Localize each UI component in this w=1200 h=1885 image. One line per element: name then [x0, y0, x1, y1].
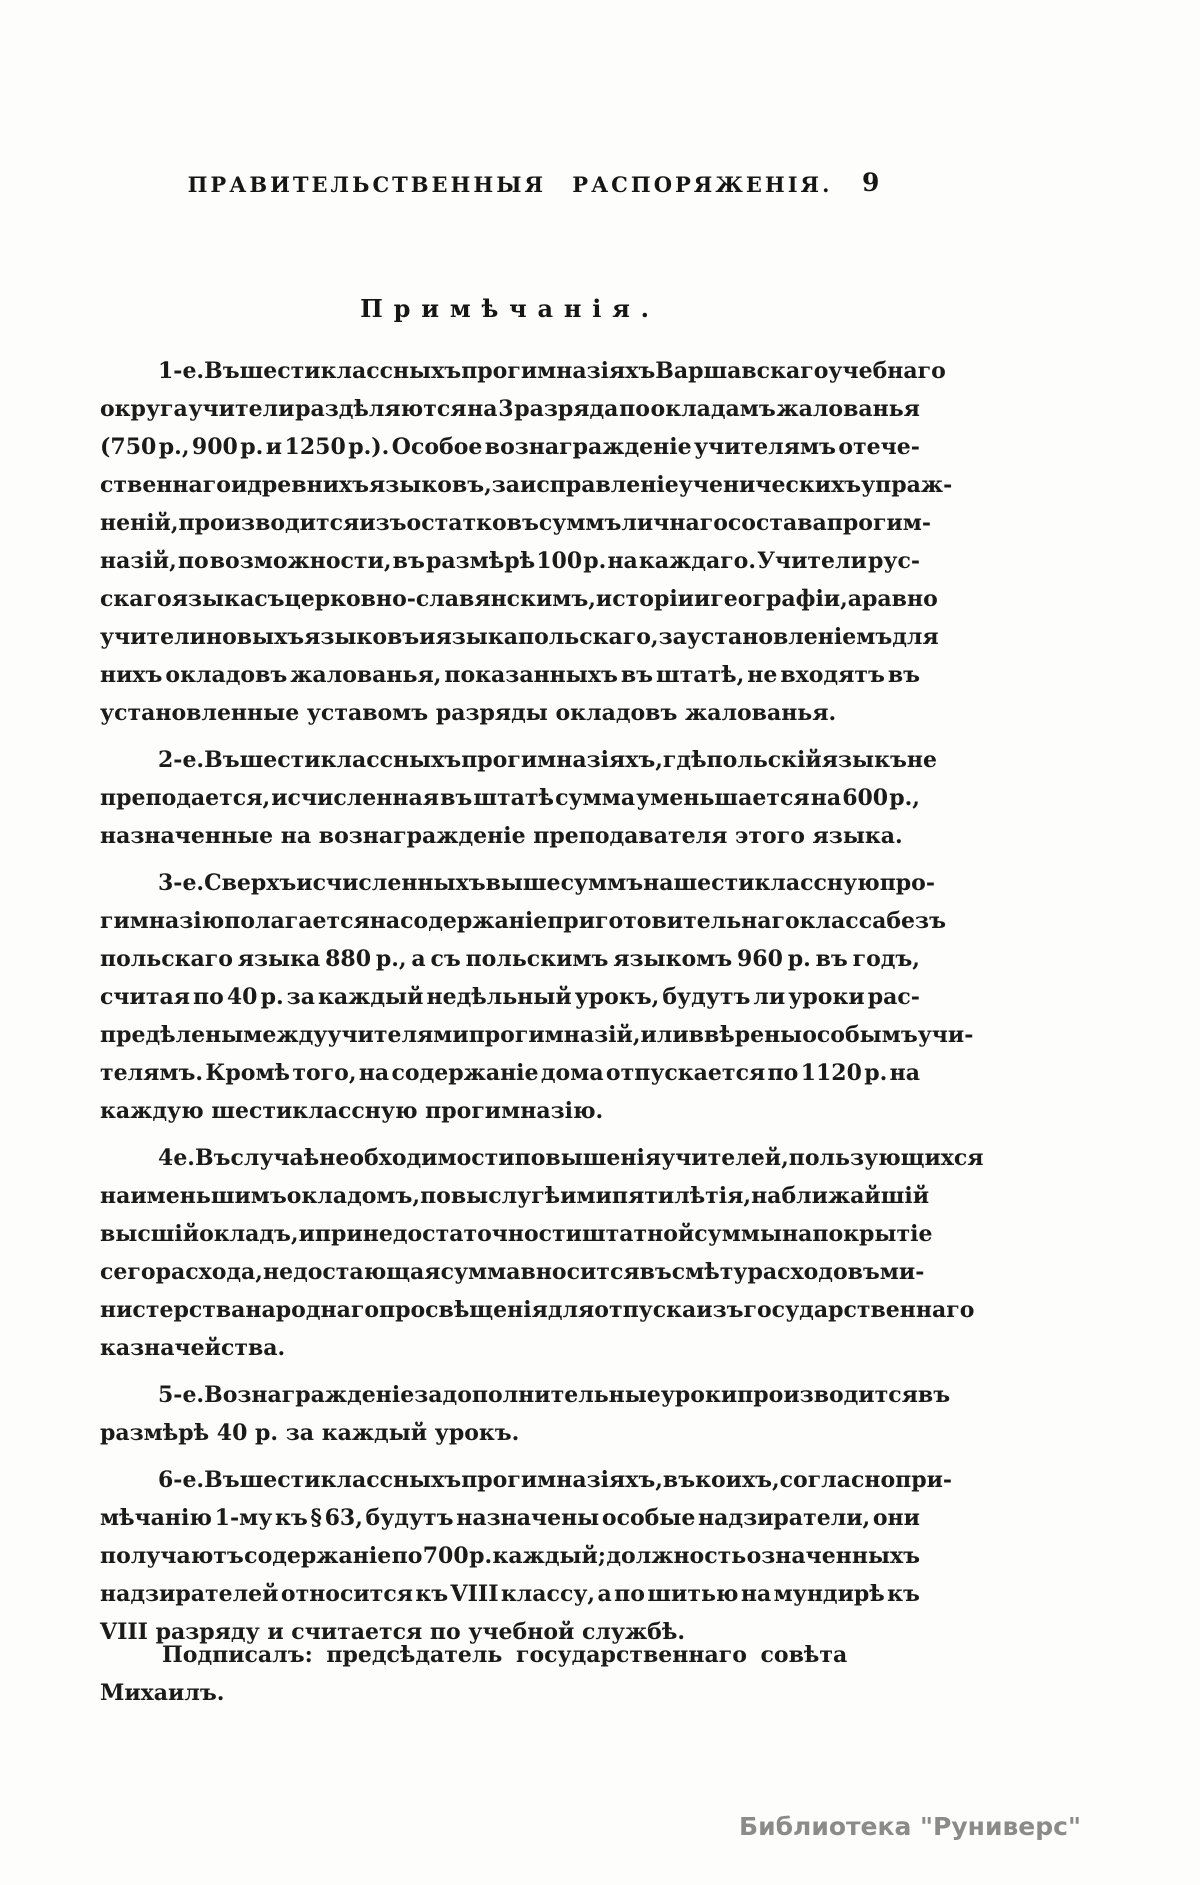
text-line: 2-е. Въ шестиклассныхъ прогимназіяхъ, гдѣ польскій языкъ не	[158, 747, 937, 773]
text-line: ственнаго и древнихъ языковъ, за исправленіе ученическихъ упраж-	[100, 472, 953, 498]
paragraph	[100, 864, 974, 1130]
text-line: каждую шестиклассную прогимназію.	[100, 1098, 604, 1124]
text-line: 4 е. Въ случаѣ необходимости повышенія учителей, пользующихся	[158, 1145, 984, 1171]
text-line: нихъ окладовъ жалованья, показанныхъ въ штатѣ, не входятъ въ	[100, 662, 920, 688]
text-line: 6-е. Въ шестиклассныхъ прогимназіяхъ, въ коихъ, согласно при-	[158, 1467, 953, 1493]
text-line: (750 р., 900 р. и 1250 р.). Особое вознагражденіе учителямъ отече-	[100, 434, 920, 460]
text-line: назначенные на вознагражденіе преподавателя этого языка.	[100, 823, 903, 849]
signature-line: Подписалъ: предсѣдатель государственнаго совѣта Михаилъ.	[100, 1642, 848, 1706]
text-line: польскаго языка 880 р., а съ польскимъ языкомъ 960 р. въ годъ,	[100, 946, 920, 972]
running-title: ПРАВИТЕЛЬСТВЕННЫЯ РАСПОРЯЖЕНІЯ.	[187, 172, 833, 197]
text-line: наименьшимъ окладомъ, по выслугѣ ими пятилѣтія, на ближайшій	[100, 1183, 930, 1209]
text-line: 5-е. Вознагражденіе за дополнительные уроки производится въ	[158, 1382, 951, 1408]
text-line: надзирателей относится къ VIII классу, а по шитью на мундирѣ къ	[100, 1581, 920, 1607]
text-line: учители новыхъ языковъ и языка польскаго, за установленіемъ для	[100, 624, 939, 650]
paragraph	[100, 352, 953, 732]
text-line: VIII разряду и считается по учебной службѣ.	[100, 1619, 685, 1645]
text-line: округа учители раздѣляются на 3 разряда по окладамъ жалованья	[100, 396, 920, 422]
paragraph	[100, 741, 937, 855]
text-line: нистерства народнаго просвѣщенія для отпуска изъ государственнаго	[100, 1297, 975, 1323]
text-line: казначейства.	[100, 1335, 286, 1361]
text-line: установленные уставомъ разряды окладовъ жалованья.	[100, 700, 837, 726]
text-line: считая по 40 р. за каждый недѣльный урокъ, будутъ ли уроки рас-	[100, 984, 920, 1010]
text-line: телямъ. Кромѣ того, на содержаніе дома отпускается по 1120 р. на	[100, 1060, 920, 1086]
text-line: получаютъ содержаніе по 700 р. каждый; должность означенныхъ	[100, 1543, 920, 1569]
text-line: преподается, исчисленная въ штатѣ сумма уменьшается на 600 р.,	[100, 785, 920, 811]
notes-body	[100, 352, 984, 1660]
text-line: скаго языка съ церковно-славянскимъ, исторіи и географіи, а равно	[100, 586, 938, 612]
paragraph	[100, 1461, 953, 1651]
section-title: Примѣчанія.	[360, 294, 660, 323]
text-line: 1-е. Въ шестиклассныхъ прогимназіяхъ Варшавскаго учебнаго	[158, 358, 946, 384]
text-line: мѣчанію 1-му къ § 63, будутъ назначены особые надзиратели, они	[100, 1505, 920, 1531]
text-line: предѣлены между учителями прогимназій, или ввѣрены особымъ учи-	[100, 1022, 974, 1048]
text-line: неній, производится изъ остатковъ суммъ личнаго состава прогим-	[100, 510, 931, 536]
text-line: назій, по возможности, въ размѣрѣ 100 р. на каждаго. Учители рус-	[100, 548, 920, 574]
library-watermark: Библиотека "Руниверс"	[739, 1812, 1081, 1841]
text-line: высшій окладъ, и при недостаточности штатной суммы на покрытіе	[100, 1221, 933, 1247]
text-line: 3-е. Сверхъ исчисленныхъ выше суммъ на шестиклассную про-	[158, 870, 935, 896]
text-line: размѣрѣ 40 р. за каждый урокъ.	[100, 1420, 520, 1446]
text-line: сего расхода, недостающая сумма вносится въ смѣту расходовъ ми-	[100, 1259, 925, 1285]
page-number: 9	[862, 168, 880, 197]
paragraph	[100, 1376, 951, 1452]
text-line: гимназію полагается на содержаніе приготовительнаго класса безъ	[100, 908, 946, 934]
paragraph	[100, 1139, 984, 1367]
